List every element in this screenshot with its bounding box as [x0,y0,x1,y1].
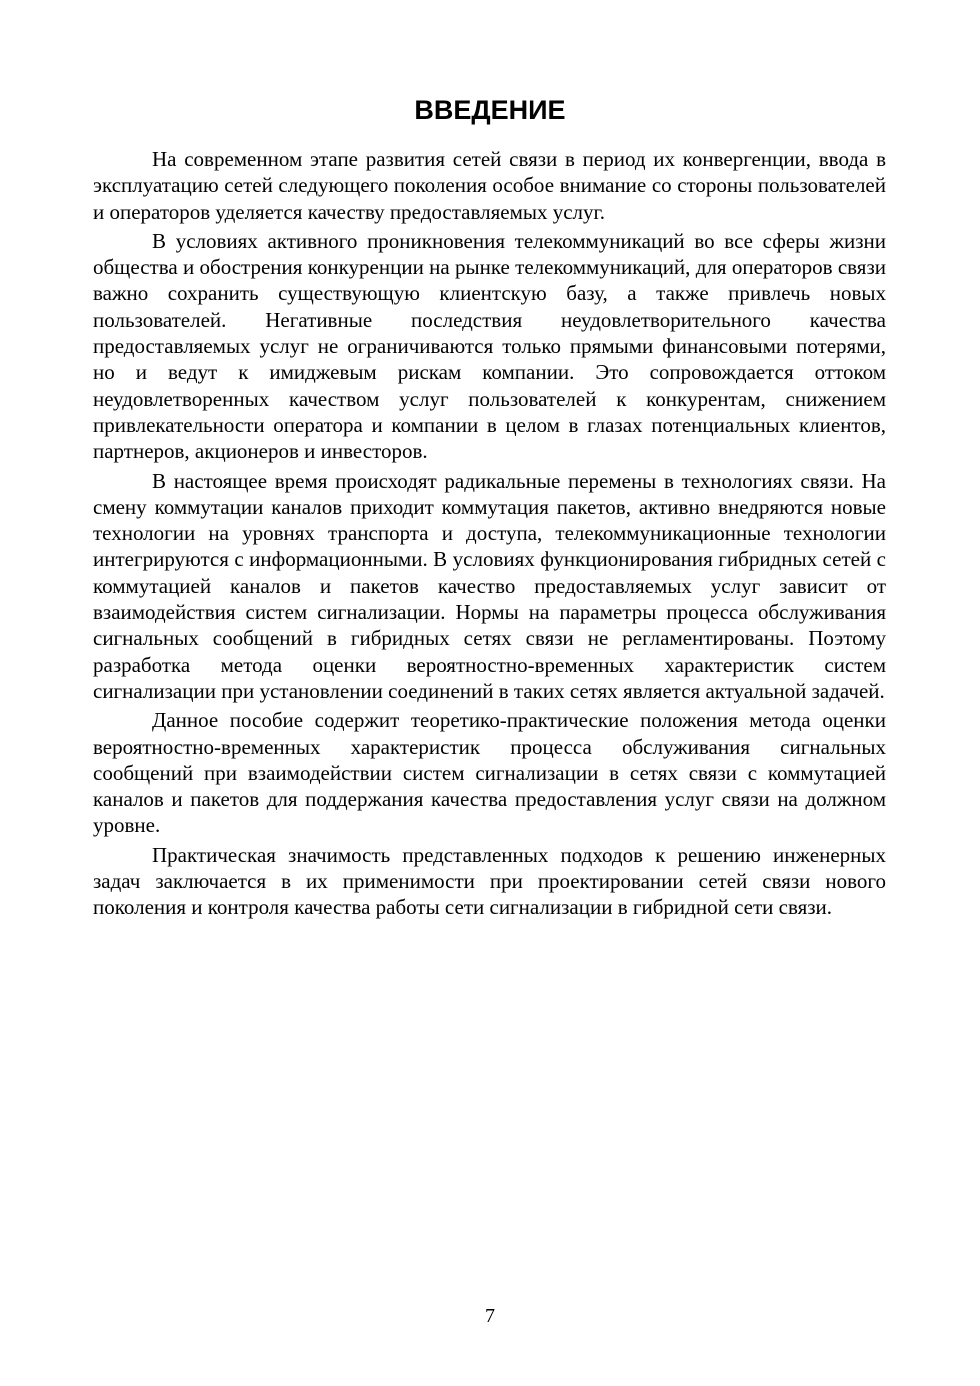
page-title: ВВЕДЕНИЕ [414,95,566,125]
body-text [93,146,886,924]
page-number: 7 [485,1305,495,1327]
paragraph-1: На современном этапе развития сетей связи в период их конвергенции, ввода в эксплуатацию сетей следующего поколения особое внимание со стороны пользователей и операторов уделяется качеству предоставляемых услуг. [93,147,886,224]
paragraph-4: Данное пособие содержит теоретико-практические положения метода оценки вероятностно-временных характеристик процесса обслуживания сигнальных сообщений при взаимодействии систем сигнализации в сетях связи с коммутацией каналов и пакетов для поддержания качества предоставления услуг связи на должном уровне. [93,708,886,838]
paragraph-5: Практическая значимость представленных подходов к решению инженерных задач заключается в их применимости при проектировании сетей связи нового поколения и контроля качества работы сети сигнализации в гибридной сети связи. [93,842,886,920]
paragraph-2: В условиях активного проникновения телекоммуникаций во все сферы жизни общества и обострения конкуренции на рынке телекоммуникаций, для операторов связи важно сохранить существующую клиентскую базу, а также привлечь новых пользователей. Негативные последствия неудовлетворительного качества предоставляемых услуг не ограничиваются только прямыми финансовыми потерями, но и ведут к имиджевым рискам компании. Это сопровождается оттоком неудовлетворенных качеством услуг пользователей к конкурентам, снижением привлекательности оператора и компании в целом в глазах потенциальных клиентов, партнеров, акционеров и инвесторов. [93,228,886,464]
paragraph-3: В настоящее время происходят радикальные перемены в технологиях связи. На смену коммутации каналов приходит коммутация пакетов, активно внедряются новые технологии на уровнях транспорта и доступа, телекоммуникационные технологии интегрируются с информационными. В условиях функционирования гибридных сетей с коммутацией каналов и пакетов качество предоставляемых услуг зависит от взаимодействия систем сигнализации. Нормы на параметры процесса обслуживания сигнальных сообщений в гибридных сетях связи не регламентированы. Поэтому разработка метода оценки вероятностно-временных характеристик систем сигнализации при установлении соединений в таких сетях является актуальной задачей. [93,468,886,703]
